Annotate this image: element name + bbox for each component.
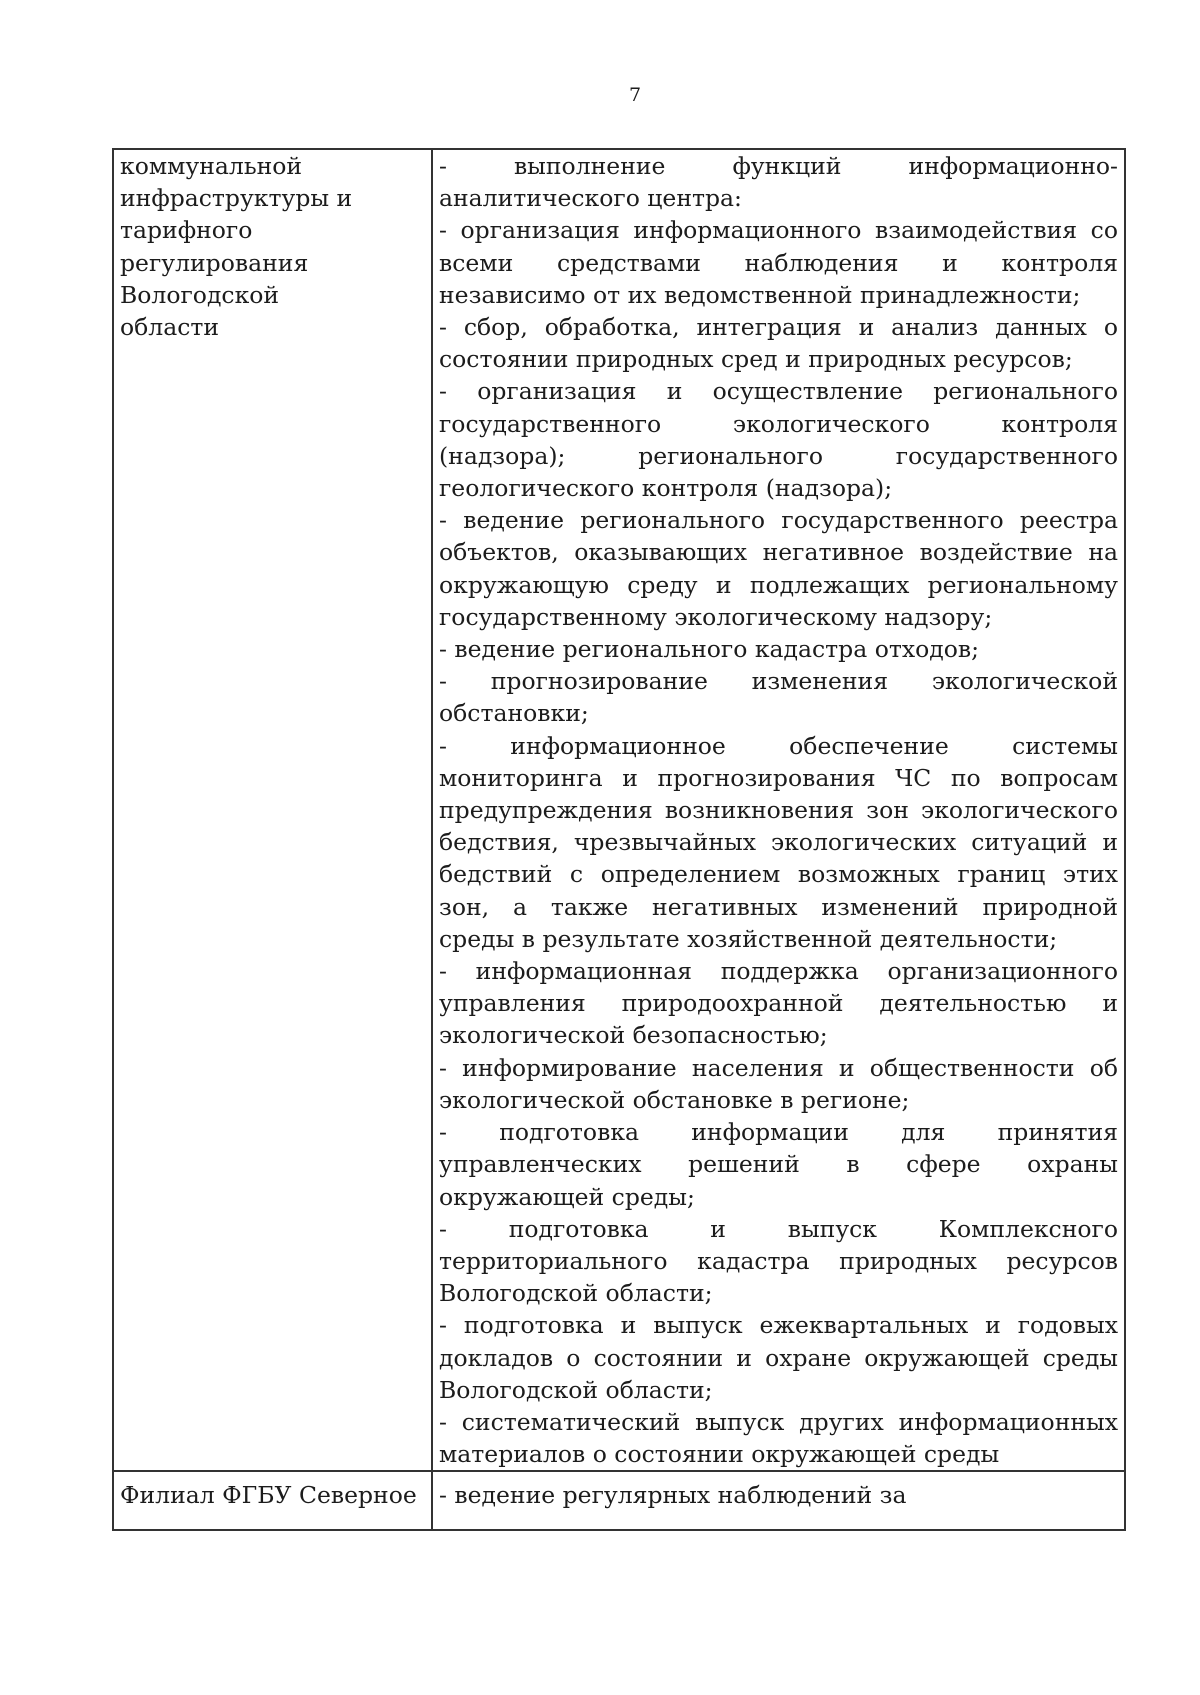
function-item: - информирование населения и общественности об экологической обстановке в регионе; xyxy=(439,1053,1118,1114)
functions-table xyxy=(112,148,1126,1531)
function-item: - сбор, обработка, интеграция и анализ данных о состоянии природных сред и природных ресурсов; xyxy=(439,313,1118,374)
function-item: - подготовка информации для принятия управленческих решений в сфере охраны окружающей среды; xyxy=(439,1118,1118,1211)
functions-cell xyxy=(432,149,1125,1471)
organization-line: коммунальной xyxy=(120,152,303,180)
organization-cell xyxy=(113,1471,432,1530)
organization-line: тарифного xyxy=(120,216,253,245)
organization-line: регулирования xyxy=(120,248,309,277)
table-row xyxy=(113,1471,1125,1530)
function-item: - организация и осуществление регионального государственного экологического контроля (надзора); регионального государственного геологического контроля (надзора); xyxy=(439,377,1118,503)
function-item: - информационная поддержка организационного управления природоохранной деятельностью и экологической безопасностью; xyxy=(439,957,1118,1050)
function-item: - ведение регулярных наблюдений за xyxy=(439,1481,907,1510)
function-item: - систематический выпуск других информационных материалов о состоянии окружающей среды xyxy=(439,1407,1118,1469)
function-item: - выполнение функций информационно-аналитического центра: xyxy=(439,152,1118,213)
page-number: 7 xyxy=(628,84,642,106)
function-item: - ведение регионального государственного реестра объектов, оказывающих негативное воздействие на окружающую среду и подлежащих региональному государственному экологическому надзору; xyxy=(439,506,1118,631)
organization-line: Вологодской xyxy=(120,280,280,309)
organization-line: Филиал ФГБУ Северное xyxy=(120,1481,417,1510)
functions-cell xyxy=(432,1471,1125,1530)
function-item: - организация информационного взаимодействия со всеми средствами наблюдения и контроля независимо от их ведомственной принадлежности; xyxy=(439,216,1118,309)
table-row xyxy=(113,149,1125,1471)
organization-line: инфраструктуры и xyxy=(120,184,353,213)
function-item: - информационное обеспечение системы мониторинга и прогнозирования ЧС по вопросам предупреждения возникновения зон экологического бедствия, чрезвычайных экологических ситуаций и бедствий с определением возможных границ этих зон, а также негативных изменений природной среды в результате хозяйственной деятельности; xyxy=(439,731,1118,953)
organization-cell xyxy=(113,149,432,1471)
function-item: - подготовка и выпуск Комплексного территориального кадастра природных ресурсов Вологодской области; xyxy=(439,1214,1118,1308)
function-item: - подготовка и выпуск ежеквартальных и годовых докладов о состоянии и охране окружающей среды Вологодской области; xyxy=(439,1311,1118,1404)
organization-line: области xyxy=(120,313,220,342)
function-item: - прогнозирование изменения экологической обстановки; xyxy=(439,667,1118,728)
function-item: - ведение регионального кадастра отходов; xyxy=(439,635,980,664)
